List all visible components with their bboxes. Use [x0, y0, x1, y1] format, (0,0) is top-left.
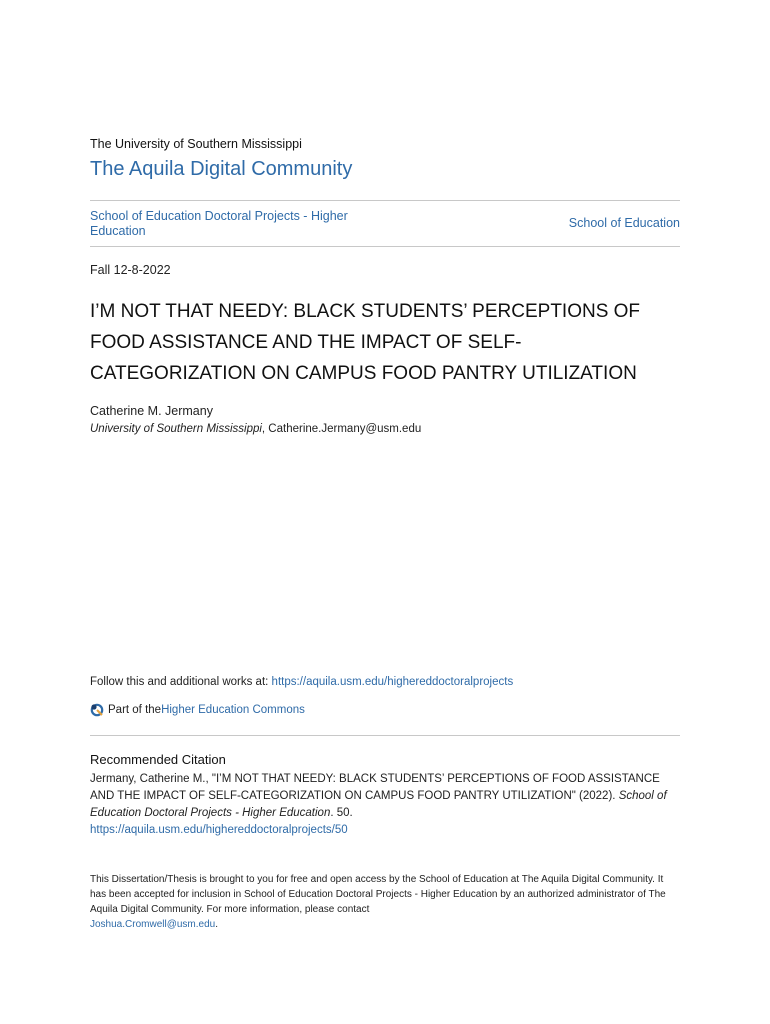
document-title: [90, 296, 680, 389]
author-affiliation-line: [90, 423, 421, 435]
series-link[interactable]: School of Education Doctoral Projects - Higher Education: [90, 209, 348, 238]
title-line: I’M NOT THAT NEEDY: BLACK STUDENTS’ PERCEPTIONS OF: [90, 301, 641, 322]
author-name: Catherine M. Jermany: [90, 404, 213, 418]
divider-top: [90, 200, 680, 201]
department-link[interactable]: School of Education: [568, 216, 680, 230]
author-affiliation: University of Southern Mississippi: [90, 423, 262, 435]
follow-label: Follow this and additional works at:: [90, 676, 272, 688]
access-notice: [90, 872, 680, 932]
access-notice-end: .: [215, 919, 218, 930]
citation-heading: Recommended Citation: [90, 752, 226, 767]
citation-series: School of Education Doctoral Projects - Higher Education: [90, 790, 667, 819]
collection-url-link[interactable]: https://aquila.usm.edu/highereddoctoralprojects: [271, 676, 514, 688]
title-line: FOOD ASSISTANCE AND THE IMPACT OF SELF-: [90, 332, 522, 353]
citation-text: Jermany, Catherine M., "I’M NOT THAT NEEDY: BLACK STUDENTS’ PERCEPTIONS OF FOOD ASSISTANCE AND THE IMPACT OF SELF-CATEGORIZATION ON CAMPUS FOOD PANTRY UTILIZATION" (2022).: [90, 773, 660, 802]
contact-email-link[interactable]: Joshua.Cromwell@usm.edu: [90, 919, 216, 930]
bepress-commons-icon: [90, 703, 104, 717]
higher-education-commons-link[interactable]: Higher Education Commons: [161, 704, 305, 716]
author-email: , Catherine.Jermany@usm.edu: [261, 423, 422, 435]
university-name: The University of Southern Mississippi: [90, 137, 302, 151]
follow-line: [90, 676, 513, 688]
part-of-line: [90, 703, 305, 717]
part-of-label: Part of the: [108, 704, 162, 716]
divider-collection: [90, 246, 680, 247]
citation-number: . 50.: [330, 807, 353, 819]
repository-link[interactable]: The Aquila Digital Community: [90, 158, 353, 180]
publication-date: Fall 12-8-2022: [90, 263, 171, 277]
citation-body: [90, 771, 680, 839]
citation-url-link[interactable]: https://aquila.usm.edu/highereddoctoralprojects/50: [90, 824, 348, 836]
title-line: CATEGORIZATION ON CAMPUS FOOD PANTRY UTILIZATION: [90, 363, 637, 384]
access-notice-text: This Dissertation/Thesis is brought to you for free and open access by the School of Education at The Aquila Digital Community. It has been accepted for inclusion in School of Education Doctoral Projects - Higher Education by an authorized administrator of The Aquila Digital Community. For more information, please contact: [90, 874, 666, 915]
divider-citation: [90, 735, 680, 736]
